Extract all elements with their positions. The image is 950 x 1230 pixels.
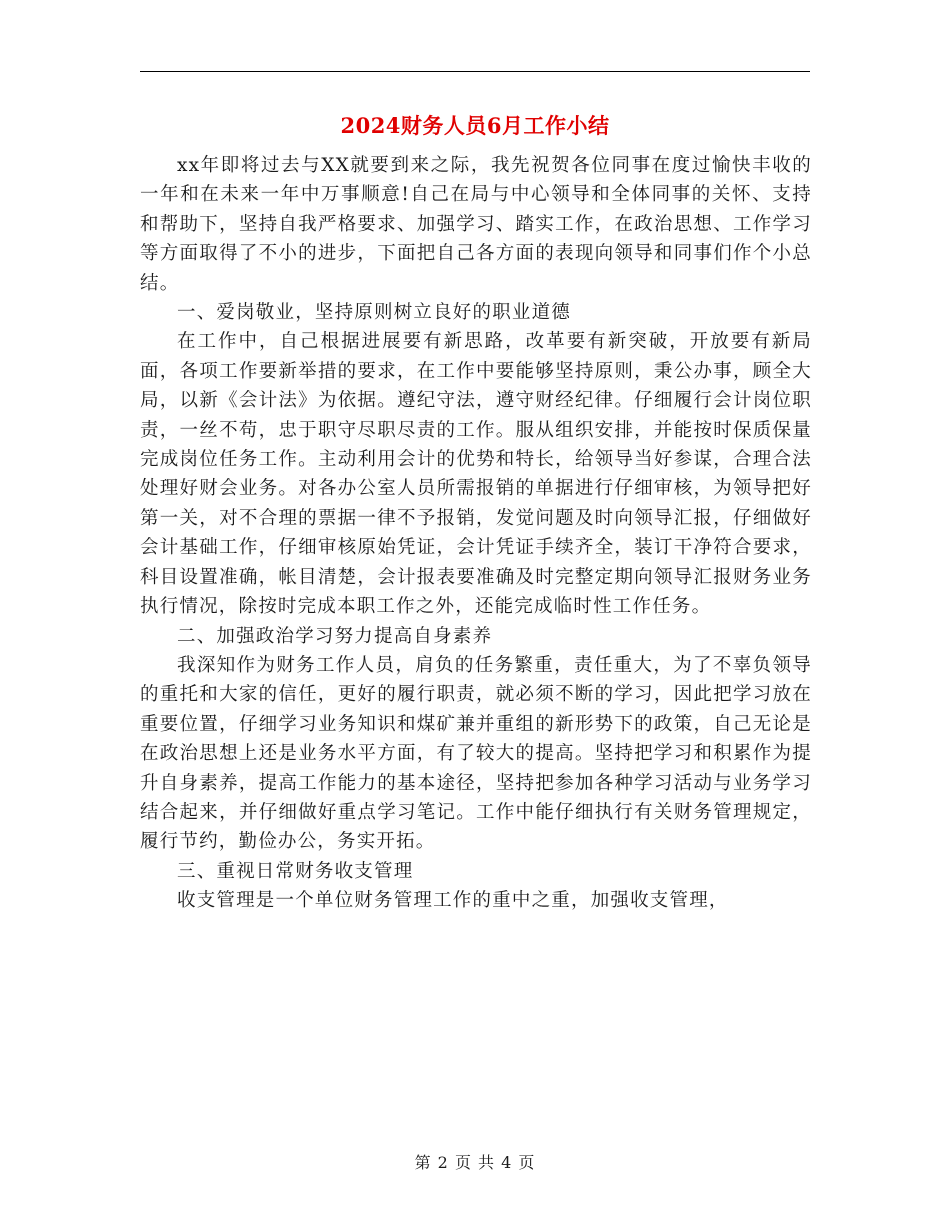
page-footer	[0, 1150, 950, 1173]
section-heading-2: 二、加强政治学习努力提高自身素养	[177, 625, 493, 647]
paragraph-section-1: 在工作中，自己根据进展要有新思路，改革要有新突破，开放要有新局面，各项工作要新举措的要求，在工作中要能够坚持原则，秉公办事，顾全大局，以新《会计法》为依据。遵纪守法，遵守财经纪律。仔细履行会计岗位职责，一丝不苟，忠于职守尽职尽责的工作。服从组织安排，并能按时保质保量完成岗位任务工作。主动利用会计的优势和特长，给领导当好参谋，合理合法处理好财会业务。对各办公室人员所需报销的单据进行仔细审核，为领导把好第一关，对不合理的票据一律不予报销，发觉问题及时向领导汇报，仔细做好会计基础工作，仔细审核原始凭证，会计凭证手续齐全，装订干净符合要求，科目设置准确，帐目清楚，会计报表要准确及时完整定期向领导汇报财务业务执行情况，除按时完成本职工作之外，还能完成临时性工作任务。	[140, 331, 812, 618]
paragraph-section-3: 收支管理是一个单位财务管理工作的重中之重，加强收支管理，	[177, 890, 729, 912]
document-body	[140, 151, 812, 916]
paragraph-intro: xx年即将过去与XX就要到来之际，我先祝贺各位同事在度过愉快丰收的一年和在未来一年中万事顺意!自己在局与中心领导和全体同事的关怀、支持和帮助下，坚持自我严格要求、加强学习、踏实工作，在政治思想、工作学习等方面取得了不小的进步，下面把自己各方面的表现向领导和同事们作个小总结。	[140, 155, 812, 294]
page-number: 第 2 页 共 4 页	[414, 1153, 536, 1172]
section-heading-1: 一、爱岗敬业，坚持原则树立良好的职业道德	[177, 302, 572, 324]
header-rule	[140, 71, 810, 72]
paragraph-section-2: 我深知作为财务工作人员，肩负的任务繁重，责任重大，为了不辜负领导的重托和大家的信任，更好的履行职责，就必须不断的学习，因此把学习放在重要位置，仔细学习业务知识和煤矿兼并重组的新形势下的政策，自己无论是在政治思想上还是业务水平方面，有了较大的提高。坚持把学习和积累作为提升自身素养，提高工作能力的基本途径，坚持把参加各种学习活动与业务学习结合起来，并仔细做好重点学习笔记。工作中能仔细执行有关财务管理规定，履行节约，勤俭办公，务实开拓。	[140, 654, 812, 853]
section-heading-3: 三、重视日常财务收支管理	[177, 860, 414, 882]
document-title: 2024财务人员6月工作小结	[340, 113, 610, 138]
